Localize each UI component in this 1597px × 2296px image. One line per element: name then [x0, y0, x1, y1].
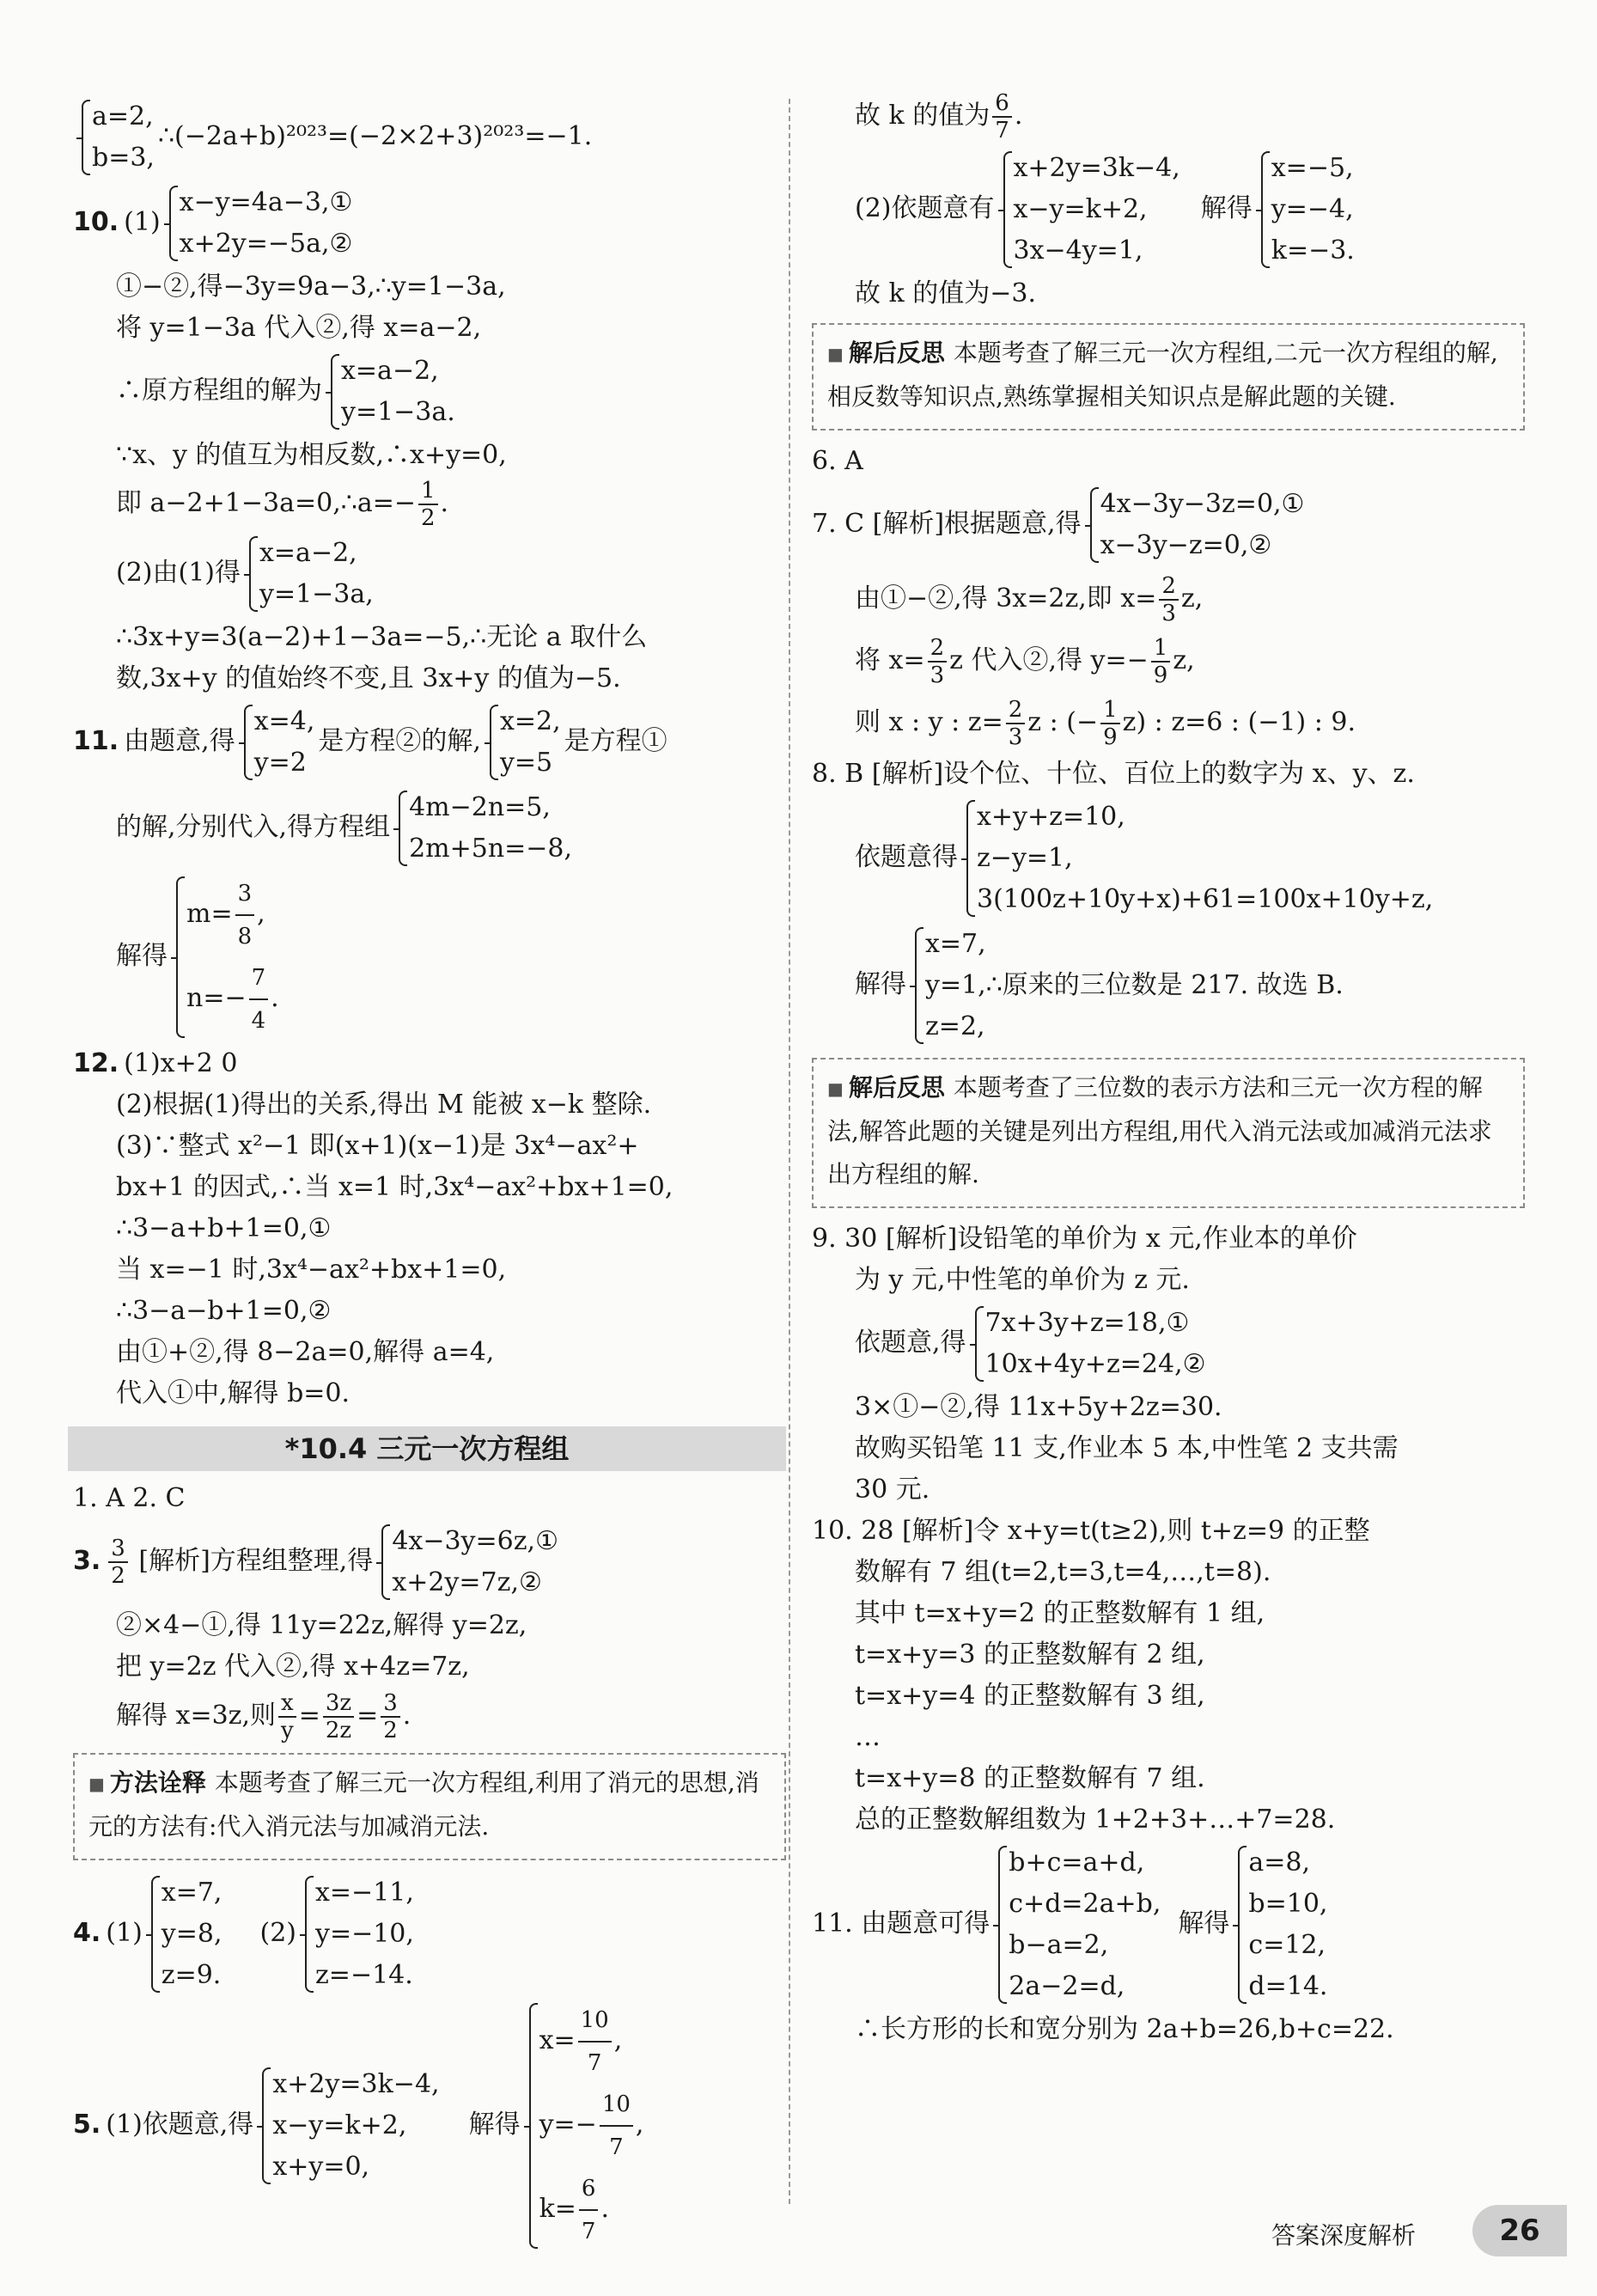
fraction: [1151, 635, 1171, 688]
text: 将 x=: [855, 645, 925, 675]
text-line: (3)∵整式 x²−1 即(x+1)(x−1)是 3x⁴−ax²+: [116, 1131, 639, 1161]
brace-system: [326, 351, 455, 433]
eq-line: x=4,: [253, 706, 315, 736]
brace-system: [993, 1842, 1161, 2007]
denominator: 2: [420, 505, 436, 531]
text-line: [73, 531, 786, 617]
text: x=: [539, 2025, 576, 2055]
eq-line: x−y=4a−3,①: [179, 187, 353, 217]
text: 由题意,得: [124, 726, 235, 756]
text: 则 x : y : z=: [855, 707, 1003, 737]
text: (1): [106, 1918, 143, 1948]
eq-line: b=10,: [1248, 1889, 1328, 1919]
denominator: 9: [1103, 724, 1118, 750]
eq-line: 2a−2=d,: [1009, 1971, 1125, 2001]
text: 11. 由题意可得: [812, 1908, 991, 1939]
denominator: 2: [111, 1563, 125, 1589]
eq-line: y=1,∴原来的三位数是 217. 故选 B.: [925, 970, 1344, 1000]
text-line: t=x+y=8 的正整数解有 7 组.: [855, 1763, 1205, 1793]
eq-line: 4m−2n=5,: [409, 792, 551, 822]
text-line: 30 元.: [855, 1475, 930, 1505]
text: z) : z=6 : (−1) : 9.: [1122, 707, 1356, 737]
denominator: 7: [587, 2050, 602, 2076]
text-line: t=x+y=4 的正整数解有 3 组,: [855, 1681, 1205, 1711]
eq-line: z=2,: [925, 1011, 985, 1041]
brace-system: [910, 924, 1344, 1047]
eq-line: b−a=2,: [1009, 1930, 1109, 1960]
text: (2)由(1)得: [116, 558, 241, 588]
text: 7. C [解析]根据题意,得: [812, 509, 1082, 539]
text-line: 由①+②,得 8−2a=0,解得 a=4,: [116, 1337, 495, 1367]
q3-header: [73, 1519, 786, 1605]
eq-line: y=5: [499, 748, 553, 778]
text-line: [812, 922, 1525, 1049]
text-line: [812, 1301, 1525, 1387]
text-line: 把 y=2z 代入②,得 x+4z=7z,: [116, 1652, 470, 1682]
brace-system: [524, 2000, 644, 2252]
text: [解析]方程组整理,得: [138, 1546, 374, 1576]
numerator: 6: [992, 90, 1012, 118]
brace-system: [146, 1872, 222, 1996]
text: m=: [186, 899, 233, 929]
brace-system: [244, 533, 374, 615]
numerator: 3: [381, 1690, 400, 1718]
q4: [73, 1871, 786, 1998]
eq-line: x=2,: [499, 706, 561, 736]
text: =: [298, 1701, 320, 1731]
eq-line: x=7,: [925, 929, 986, 959]
left-column: [73, 86, 786, 2254]
eq-line: y=2: [253, 748, 307, 778]
brace-system: [393, 787, 572, 870]
text-line: [812, 692, 1525, 754]
text: 即 a−2+1−3a=0,∴a=−: [116, 488, 416, 518]
reflection-box-2: [812, 1058, 1525, 1208]
text-line: bx+1 的因式,∴当 x=1 时,3x⁴−ax²+bx+1=0,: [116, 1172, 674, 1202]
brace-system: [171, 873, 279, 1041]
q8-header: 8. B [解析]设个位、十位、百位上的数字为 x、y、z.: [812, 759, 1415, 789]
text: 解得: [116, 941, 168, 971]
eq-line: x−y=k+2,: [272, 2110, 407, 2140]
q5: [73, 1998, 786, 2254]
question-number: 4.: [73, 1918, 101, 1948]
text-line: t=x+y=3 的正整数解有 2 组,: [855, 1640, 1205, 1670]
text-line: 总的正整数解组数为 1+2+3+…+7=28.: [855, 1804, 1336, 1835]
numerator: 3: [235, 873, 255, 916]
eq-line: x=a−2,: [341, 356, 439, 386]
text: 是方程①: [564, 726, 667, 756]
fraction: [992, 90, 1012, 144]
q7-header: [812, 482, 1525, 568]
text: (1)依题意,得: [106, 2110, 254, 2140]
text: (2): [259, 1918, 296, 1948]
text-line: 故 k 的值为−3.: [855, 278, 1037, 308]
text-line: ∴3x+y=3(a−2)+1−3a=−5,∴无论 a 取什么: [116, 622, 648, 652]
denominator: 3: [1161, 601, 1176, 626]
text: z : (−: [1027, 707, 1099, 737]
eq-line: y=−4,: [1271, 194, 1354, 224]
denominator: 8: [237, 924, 253, 950]
text-line: [73, 349, 786, 435]
fraction: [1159, 573, 1179, 626]
text-line: 代入①中,解得 b=0.: [116, 1378, 350, 1408]
text-line: [73, 785, 786, 871]
tip-text: 本题考查了三位数的表示方法和三元一次方程的解法,解答此题的关键是列出方程组,用代入消元法或加减消元法求出方程组的解.: [827, 1073, 1492, 1188]
eq-line: k= $\frac{6}{7}$ .: [539, 2168, 644, 2252]
brace-system: [961, 797, 1433, 920]
text: 依题意得: [855, 842, 958, 872]
fraction: [381, 1690, 400, 1743]
text-line: [73, 476, 786, 531]
denominator: 7: [581, 2219, 596, 2244]
fraction: [600, 2084, 633, 2168]
text: ∴原方程组的解为: [116, 376, 322, 406]
text: k=: [539, 2194, 576, 2224]
denominator: 9: [1153, 663, 1168, 688]
text-line: ∴3−a+b+1=0,①: [116, 1213, 332, 1243]
eq-line: 7x+3y+z=18,①: [984, 1308, 1190, 1338]
fraction: [1006, 697, 1026, 750]
eq-line: a=8,: [1248, 1847, 1311, 1878]
text: 解得: [1178, 1908, 1230, 1939]
eq-line: 3(100z+10y+x)+61=100x+10y+z,: [977, 884, 1434, 914]
question-number: 5.: [73, 2110, 101, 2140]
numerator: 1: [418, 478, 438, 505]
text-line: …: [855, 1722, 881, 1752]
reflection-box-1: [812, 323, 1525, 430]
text: (1): [124, 207, 161, 237]
eq-line: [186, 873, 279, 957]
brace-system: [485, 701, 561, 784]
numerator: 3: [108, 1536, 128, 1563]
brace-system: [239, 701, 315, 784]
text: ∴(−2a+b)²⁰²³=(−2×2+3)²⁰²³=−1.: [157, 121, 593, 151]
text: y=−: [539, 2110, 597, 2140]
text-line: 为 y 元,中性笔的单价为 z 元.: [855, 1265, 1190, 1295]
question-number: 11.: [73, 726, 119, 756]
text-line: 故购买铅笔 11 支,作业本 5 本,中性笔 2 支共需: [855, 1433, 1399, 1463]
eq-line: x+y=0,: [272, 2152, 370, 2182]
brace-system: [1256, 148, 1355, 272]
fraction: [108, 1536, 128, 1589]
eq-line: y=8,: [161, 1919, 222, 1949]
numerator: 7: [249, 957, 269, 1000]
eq-line: x+2y=3k−4,: [272, 2069, 440, 2099]
text: =: [357, 1701, 379, 1731]
eq-line: x+2y=7z,②: [392, 1567, 542, 1597]
numerator: 10: [578, 2000, 612, 2043]
text-line: 数,3x+y 的值始终不变,且 3x+y 的值为−5.: [116, 663, 621, 693]
text: z 代入②,得 y=−: [949, 645, 1149, 675]
eq-line: z=9.: [161, 1960, 222, 1990]
eq-line: z=−14.: [315, 1960, 413, 1990]
text: (1)x+2 0: [124, 1048, 238, 1078]
text: n=−: [186, 983, 247, 1013]
fraction: [578, 2000, 612, 2084]
denominator: 7: [609, 2134, 624, 2160]
q9-header: 9. 30 [解析]设铅笔的单价为 x 元,作业本的单价: [812, 1224, 1357, 1254]
text-line: [812, 795, 1525, 922]
denominator: 4: [251, 1008, 266, 1034]
eq-line: y=1−3a.: [341, 397, 455, 427]
eq-line: y=− $\frac{10}{7}$ ,: [539, 2084, 644, 2168]
brace-system: [1233, 1842, 1327, 2007]
eq-line: x+2y=3k−4,: [1013, 153, 1180, 183]
eq-line: 2m+5n=−8,: [409, 834, 573, 864]
page-number: 26: [1472, 2205, 1567, 2256]
footer-title: 答案深度解析: [1271, 2221, 1417, 2250]
text-line: [812, 568, 1525, 630]
denominator: 3: [1008, 724, 1023, 750]
brace-system: [970, 1303, 1206, 1385]
q12-line1: [73, 1043, 786, 1084]
numerator: 2: [1159, 573, 1179, 601]
brace-system: [257, 2064, 439, 2188]
brace-system: [998, 148, 1180, 272]
numerator: 6: [579, 2168, 599, 2211]
eq-line: 4x−3y−3z=0,①: [1100, 489, 1305, 519]
brace-system: [300, 1872, 414, 1996]
brace-system: [1085, 484, 1305, 566]
eq-line: x+y+z=10,: [977, 802, 1125, 832]
numerator: 2: [1006, 697, 1026, 724]
q10-header: [73, 180, 786, 266]
fraction: [418, 478, 438, 531]
eq-line: x+2y=−5a,②: [179, 229, 353, 259]
text: 故 k 的值为: [855, 101, 991, 131]
fraction: [323, 1690, 354, 1743]
text: .: [1014, 101, 1023, 131]
method-note-box: [73, 1753, 786, 1860]
text: 依题意,得: [855, 1328, 966, 1358]
text: (2)依题意有: [855, 193, 995, 223]
right-column: [812, 86, 1525, 2050]
eq-line: z−y=1,: [977, 843, 1073, 873]
column-divider: [789, 99, 790, 2204]
eq-line: 3x−4y=1,: [1013, 235, 1143, 266]
text: 由①−②,得 3x=2z,即 x=: [855, 583, 1157, 614]
eq-line: x= $\frac{10}{7}$ ,: [539, 2000, 644, 2084]
brace-system: [376, 1521, 558, 1603]
tip-label: ■ 方法诠释: [88, 1768, 206, 1797]
eq-line: k=−3.: [1271, 235, 1355, 266]
text-line: 当 x=−1 时,3x⁴−ax²+bx+1=0,: [116, 1255, 507, 1285]
tip-text: 本题考查了解三元一次方程组,二元一次方程组的解,相反数等知识点,熟练掌握相关知识点是解此题的关键.: [827, 339, 1498, 411]
text: ,: [257, 899, 265, 929]
text: .: [440, 488, 449, 518]
numerator: 1: [1151, 635, 1171, 663]
text: .: [271, 983, 279, 1013]
eq-line: d=14.: [1248, 1971, 1328, 2001]
brace-system: [164, 182, 353, 265]
fraction: [278, 1690, 296, 1743]
text-line: [812, 630, 1525, 692]
text-line: 数解有 7 组(t=2,t=3,t=4,…,t=8).: [855, 1557, 1271, 1587]
text-line: 其中 t=x+y=2 的正整数解有 1 组,: [855, 1598, 1265, 1628]
text-line: 3×①−②,得 11x+5y+2z=30.: [855, 1392, 1222, 1422]
text-line: ∵x、y 的值互为相反数,∴x+y=0,: [116, 440, 507, 470]
eq-line: x−3y−z=0,②: [1100, 530, 1272, 560]
eq-line: x=−11,: [315, 1878, 414, 1908]
eq-line: x=−5,: [1271, 153, 1354, 183]
denominator: 2: [383, 1718, 398, 1743]
text-line: ∴长方形的长和宽分别为 2a+b=26,b+c=22.: [855, 2014, 1394, 2044]
eq-line: c=12,: [1248, 1930, 1326, 1960]
answer-6: 6. A: [812, 446, 863, 476]
eq-line: x=a−2,: [259, 538, 357, 568]
eq-line: x−y=k+2,: [1013, 194, 1148, 224]
q10-header: 10. 28 [解析]令 x+y=t(t≥2),则 t+z=9 的正整: [812, 1516, 1370, 1546]
text: 解得: [1200, 193, 1253, 223]
text-line: ②×4−①,得 11y=22z,解得 y=2z,: [116, 1610, 527, 1640]
eq-line: [186, 957, 279, 1041]
q11: [812, 1841, 1525, 2009]
text: .: [402, 1701, 411, 1731]
eq-line: y=−10,: [315, 1919, 414, 1949]
eq-line: 4x−3y=6z,①: [392, 1526, 558, 1556]
eq-line: a=2,: [92, 101, 154, 131]
continued-solution: [73, 95, 786, 180]
numerator: 3z: [323, 1690, 354, 1718]
text-line: [73, 1688, 786, 1744]
eq-line: c+d=2a+b,: [1009, 1889, 1161, 1919]
text-line: [73, 871, 786, 1043]
question-number: 12.: [73, 1048, 119, 1078]
text-line: [812, 86, 1525, 146]
tip-text: 本题考查了解三元一次方程组,利用了消元的思想,消元的方法有:代入消元法与加减消元法.: [88, 1768, 759, 1841]
section-heading: *10.4 三元一次方程组: [68, 1426, 786, 1471]
eq-line: b=3,: [92, 143, 155, 173]
text-line: (2)根据(1)得出的关系,得出 M 能被 x−k 整除.: [116, 1090, 652, 1120]
text: z,: [1173, 645, 1195, 675]
numerator: 2: [928, 635, 948, 663]
denominator: 2z: [325, 1718, 352, 1743]
eq-line: 10x+4y+z=24,②: [984, 1349, 1206, 1379]
numerator: x: [278, 1690, 296, 1718]
text-line: [812, 146, 1525, 273]
brace-system: [76, 96, 155, 179]
answers-1-2: 1. A 2. C: [73, 1483, 186, 1513]
fraction: [928, 635, 948, 688]
question-number: 3.: [73, 1546, 101, 1576]
text: 解得: [855, 969, 906, 999]
fraction: [235, 873, 255, 957]
fraction: [249, 957, 269, 1041]
text-line: ∴3−a−b+1=0,②: [116, 1296, 332, 1326]
fraction: [579, 2168, 599, 2252]
numerator: 10: [600, 2084, 633, 2127]
tip-label: ■ 解后反思: [827, 339, 945, 367]
text: z,: [1180, 583, 1204, 614]
denominator: y: [281, 1718, 294, 1743]
text: 解得 x=3z,则: [116, 1701, 277, 1731]
denominator: 3: [930, 663, 945, 688]
eq-line: x=7,: [161, 1878, 222, 1908]
text: 的解,分别代入,得方程组: [116, 812, 391, 842]
denominator: 7: [995, 118, 1009, 144]
text: 解得: [468, 2110, 521, 2140]
q11-line1: [73, 699, 786, 785]
tip-label: ■ 解后反思: [827, 1073, 945, 1102]
numerator: 1: [1100, 697, 1120, 724]
eq-line: y=1−3a,: [259, 579, 374, 609]
fraction: [1100, 697, 1120, 750]
text: 是方程②的解,: [318, 726, 481, 756]
text-line: 将 y=1−3a 代入②,得 x=a−2,: [116, 313, 482, 343]
text-line: ①−②,得−3y=9a−3,∴y=1−3a,: [116, 272, 506, 302]
question-number: 10.: [73, 207, 119, 237]
eq-line: b+c=a+d,: [1009, 1847, 1145, 1878]
